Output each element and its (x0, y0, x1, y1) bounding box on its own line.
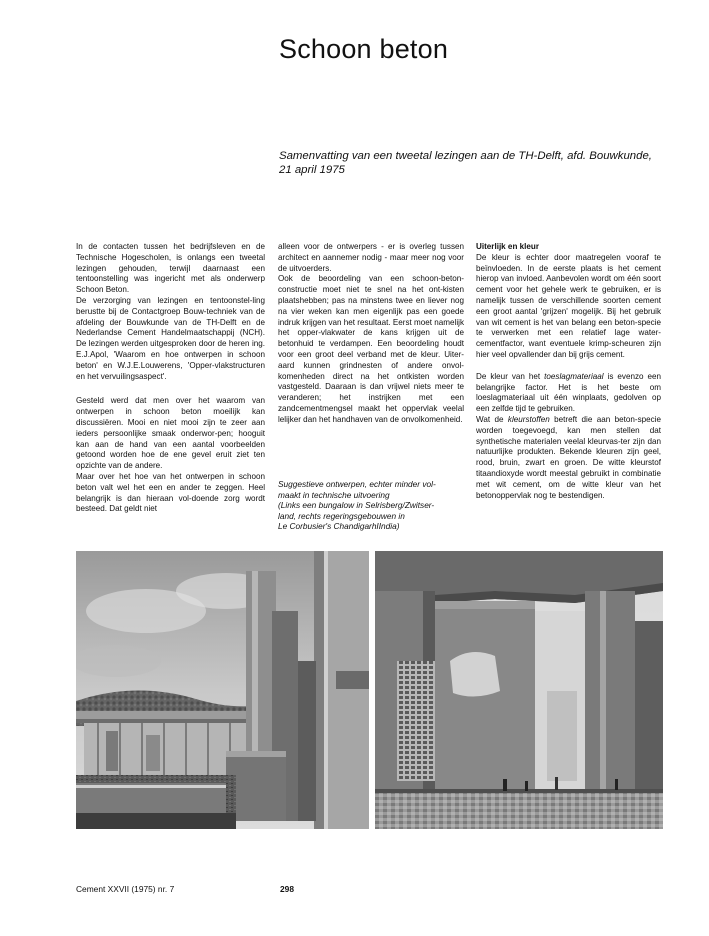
paragraph: Gesteld werd dat men over het waarom van ontwerpen in schoon beton moeilijk kan discussiëren. Mooi en niet mooi zijn te zeer aan ieders persoonlijke smaak onderwor-pen; hooguit kan aan de hand van een aantal voorbeelden getoond worden hoe de ene gevel eruit ziet ten opzichte van de andere. (76, 396, 265, 471)
photo-caption (278, 479, 464, 532)
paragraph: De kleur is echter door maatregelen vooraf te beïnvloeden. In de eerste plaats is het cement hierop van invloed. Aanbevolen wordt om één soort cement voor het gehele werk te gebruiken, er is namelijk tussen de verschillende soorten cement een groot aantal 'grijzen' mogelijk. Bij het gebruik van wit cement is het van belang een beton-specie te verwerken met een relatief lage water-cementfactor, want eventuele krimp-scheuren zijn hier veel opvallender dan bij grijs cement. (476, 252, 661, 359)
photo-bungalow (76, 551, 369, 829)
subtitle-line: Samenvatting van een tweetal lezingen aan de TH-Delft, afd. Bouwkunde, (279, 150, 652, 162)
caption-line: land, rechts regeringsgebouwen in (278, 510, 405, 521)
caption-line: Le Corbusier's ChandigarhIIndia) (278, 521, 400, 532)
article-title: Schoon beton (279, 34, 449, 64)
paragraph: De verzorging van lezingen en tentoonstel-ling berustte bij de Contactgroep Bouw-techniek van de afdeling der Bouwkunde van de TH-Delft en de Nederlandse Cement Handelmaatschappij (NCH). De lezingen werden uitgesproken door de heren ing. E.J.Apol, 'Waarom en hoe ontwerpen in schoon beton' en W.J.E.Louwerens, 'Opper-vlakstructuren en het vervuilingsaspect'. (76, 295, 265, 381)
paragraph: Ook de beoordeling van een schoon-beton-constructie moet niet te snel na het ont-kisten plaatshebben; pas na minstens twee en liever nog na vier weken kan men eigenlijk pas een goede indruk krijgen van het resultaat. Eerst moet namelijk het opper-vlakwater de kans krijgen uit de betonhuid te verdampen. Een beoordeling houdt voor een groot deel verband met de kleur. Uiter-aard kunnen grindnesten of andere onvol-komenheden direct na het ontkisten worden vastgesteld. Daaraan is dan vrijwel niets meer te veranderen; het instrijken met een zandcementmengsel maakt het oppervlak veelal lelijker dan het handhaven van de onvolkomenheid. (278, 274, 464, 424)
subtitle-line: 21 april 1975 (279, 163, 345, 176)
page-number: 298 (280, 884, 294, 894)
emphasis: toeslagmateriaal (544, 371, 604, 381)
caption-line: Suggestieve ontwerpen, echter minder vol- (278, 479, 436, 489)
paragraph: In de contacten tussen het bedrijfsleven en de Technische Hogescholen, is onlangs een tweetal lezingen gehouden, terwijl daarnaast een tentoonstelling was ingericht met als onderwerp Schoon Beton. (76, 242, 265, 295)
text-column-2 (278, 242, 464, 426)
text-column-3 (476, 242, 661, 501)
photo-chandigarh (375, 551, 663, 829)
paragraph: Wat de kleurstoffen betreft die aan beton-specie worden toegevoegd, kan men stellen dat synthetische materialen veelal kleurvas-ter zijn dan natuurlijke produkten. Bekende kleuren zijn geel, rood, bruin, zwart en groen. De witte kleurstof titaandioxyde wordt meestal gebruikt in combinatie met wit cement, om de witte kleur van het betonoppervlak nog te bestendigen. (476, 414, 662, 500)
paragraph: alleen voor de ontwerpers - er is overleg tussen architect en aannemer nodig - maar meer nog voor de uitvoerders. (278, 242, 464, 273)
paragraph: De kleur van het toeslagmateriaal is evenzo een belangrijke factor. Het is het beste om loeslagmateriaal uit één winplaats, gedolven op een zelfde tijd te gebruiken. (476, 371, 661, 414)
section-heading: Uiterlijk en kleur (476, 242, 539, 251)
journal-footer: Cement XXVII (1975) nr. 7 (76, 884, 175, 894)
caption-line: (Links een bungalow in Selrisberg/Zwitser- (278, 500, 435, 511)
paragraph: Maar over het hoe van het ontwerpen in schoon beton valt wel het een en ander te zeggen. Heel belangrijk is dan hieraan vol-doende zorg wordt besteed. Dat geldt niet (76, 471, 265, 514)
caption-line: maakt in technische uitvoering (278, 489, 390, 500)
article-subtitle (279, 150, 659, 177)
emphasis: kleurstoffen (507, 414, 550, 424)
text-column-1 (76, 242, 265, 515)
